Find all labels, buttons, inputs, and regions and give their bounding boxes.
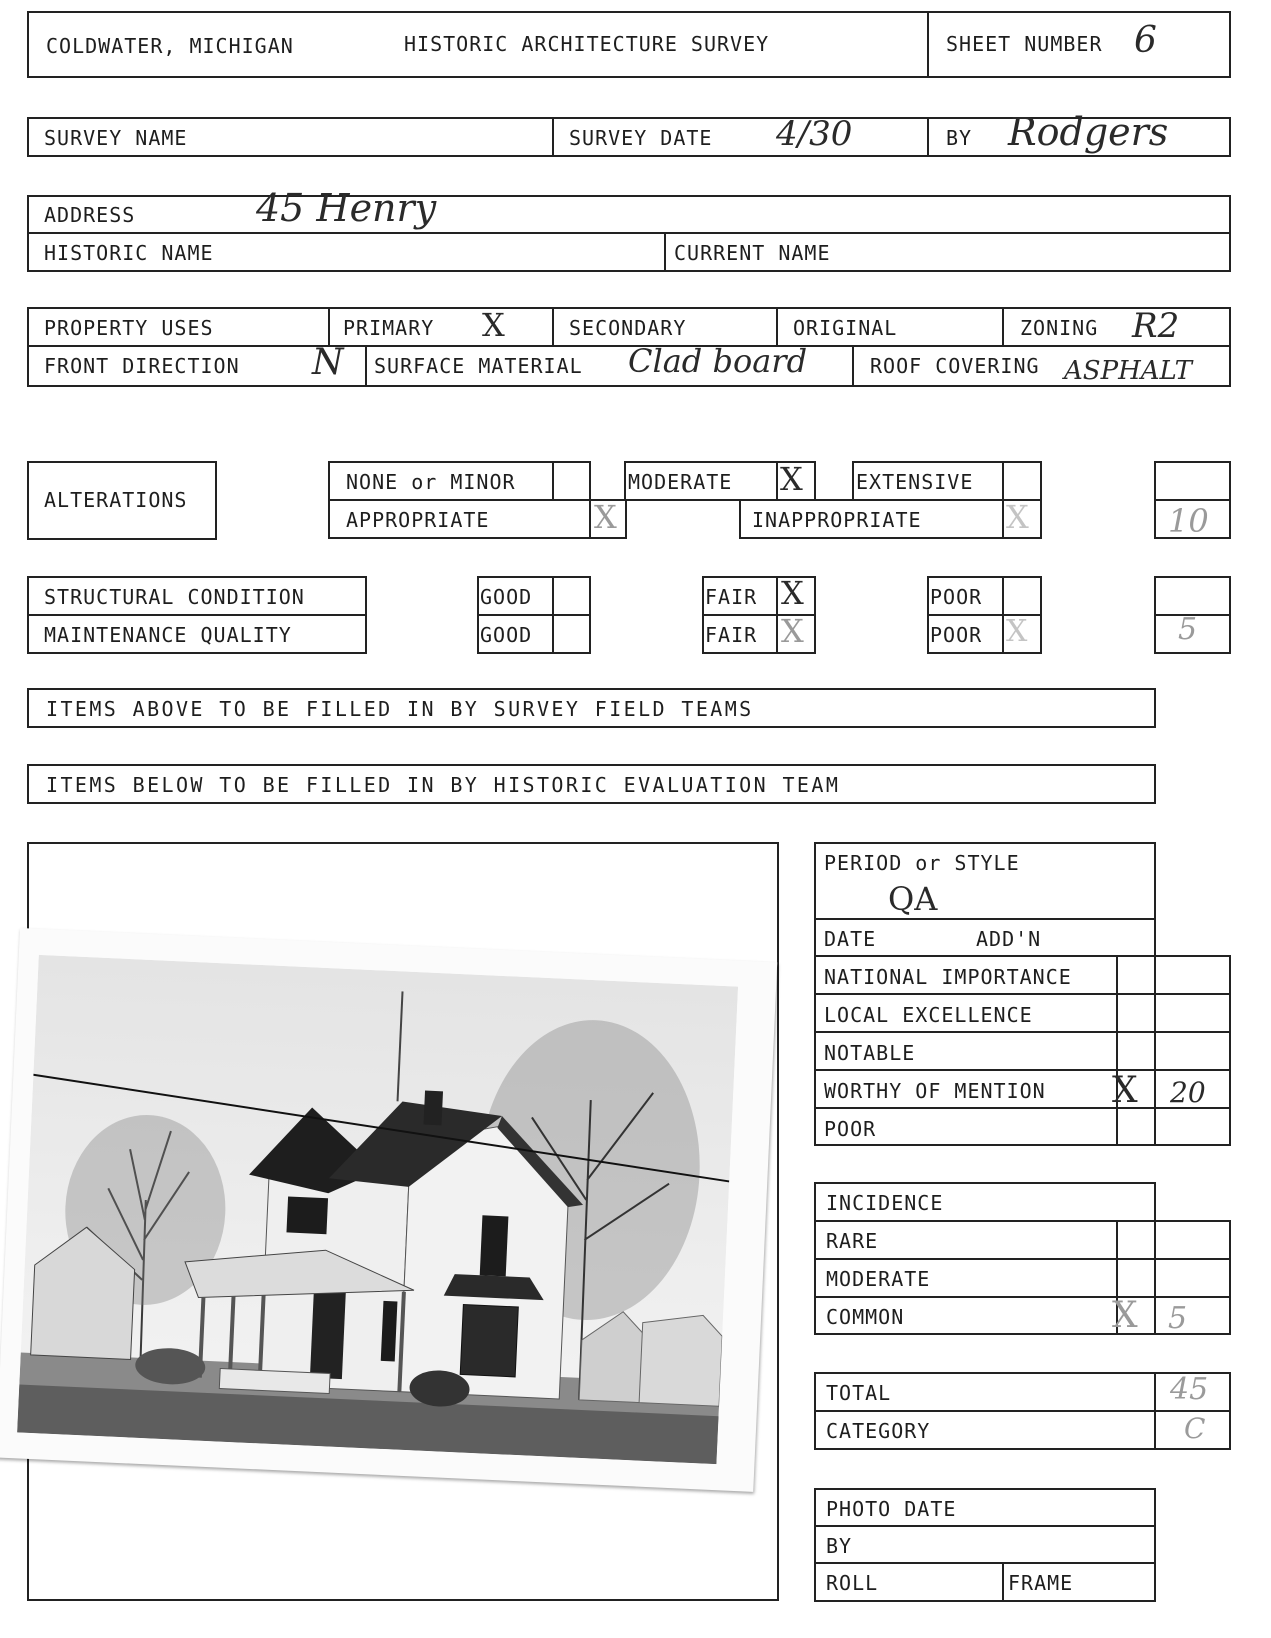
incidence-moderate-label: MODERATE	[826, 1267, 931, 1291]
structural-fair-check-mark[interactable]: X	[781, 574, 804, 612]
current-name-label: CURRENT NAME	[674, 241, 831, 265]
survey-name-label: SURVEY NAME	[44, 126, 188, 150]
appropriate-label: APPROPRIATE	[346, 508, 490, 532]
period-style-label: PERIOD or STYLE	[824, 851, 1020, 875]
sheet-number-label: SHEET NUMBER	[946, 32, 1103, 56]
total-value[interactable]: 45	[1170, 1372, 1209, 1407]
common-label: COMMON	[826, 1305, 905, 1329]
surface-material-value[interactable]: Clad board	[628, 342, 808, 380]
inappropriate-check-mark[interactable]: X	[1006, 498, 1029, 536]
structural-fair-label: FAIR	[705, 585, 758, 609]
incidence-label: INCIDENCE	[826, 1191, 944, 1215]
secondary-label: SECONDARY	[569, 316, 687, 340]
maintenance-poor-label: POOR	[930, 623, 983, 647]
house-photograph	[0, 928, 777, 1492]
evaluation-poor-label: POOR	[824, 1117, 877, 1141]
roof-covering-label: ROOF COVERING	[870, 354, 1040, 378]
addn-label: ADD'N	[976, 927, 1042, 951]
zoning-value[interactable]: R2	[1132, 306, 1180, 346]
notable-label: NOTABLE	[824, 1041, 916, 1065]
by-label: BY	[946, 126, 973, 150]
structural-good-label: GOOD	[480, 585, 533, 609]
zoning-label: ZONING	[1020, 316, 1099, 340]
photo-by-label: BY	[826, 1534, 853, 1558]
historic-name-label: HISTORIC NAME	[44, 241, 214, 265]
primary-label: PRIMARY	[343, 316, 435, 340]
common-score[interactable]: 5	[1168, 1301, 1188, 1336]
address-value[interactable]: 45 Henry	[256, 186, 437, 230]
worthy-check-mark[interactable]: X	[1112, 1070, 1138, 1111]
maintenance-fair-check-mark[interactable]: X	[781, 612, 804, 650]
surface-material-label: SURFACE MATERIAL	[374, 354, 583, 378]
address-label: ADDRESS	[44, 203, 136, 227]
alterations-moderate-label: MODERATE	[628, 470, 733, 494]
period-style-value[interactable]: QA	[888, 880, 938, 918]
maintenance-fair-label: FAIR	[705, 623, 758, 647]
frame-label: FRAME	[1008, 1571, 1074, 1595]
category-value[interactable]: C	[1184, 1412, 1206, 1445]
structural-condition-label: STRUCTURAL CONDITION	[44, 585, 305, 609]
by-value[interactable]: Rodgers	[1008, 110, 1169, 154]
front-direction-label: FRONT DIRECTION	[44, 354, 240, 378]
field-team-note: ITEMS ABOVE TO BE FILLED IN BY SURVEY FIELD TEAMS	[46, 697, 754, 721]
total-label: TOTAL	[826, 1381, 892, 1405]
worthy-of-mention-label: WORTHY OF MENTION	[824, 1079, 1046, 1103]
extensive-label: EXTENSIVE	[856, 470, 974, 494]
maintenance-poor-check-mark[interactable]: X	[1006, 614, 1028, 649]
worthy-score[interactable]: 20	[1170, 1076, 1206, 1109]
inappropriate-label: INAPPROPRIATE	[752, 508, 922, 532]
survey-date-label: SURVEY DATE	[569, 126, 713, 150]
none-or-minor-label: NONE or MINOR	[346, 470, 516, 494]
house-photo-image	[17, 955, 738, 1464]
front-direction-value[interactable]: N	[312, 342, 344, 383]
date-label: DATE	[824, 927, 877, 951]
photo-date-label: PHOTO DATE	[826, 1497, 957, 1521]
category-label: CATEGORY	[826, 1419, 931, 1443]
local-excellence-label: LOCAL EXCELLENCE	[824, 1003, 1033, 1027]
structural-poor-label: POOR	[930, 585, 983, 609]
city-label: COLDWATER, MICHIGAN	[46, 34, 294, 58]
original-label: ORIGINAL	[793, 316, 898, 340]
evaluation-team-note: ITEMS BELOW TO BE FILLED IN BY HISTORIC EVALUATION TEAM	[46, 773, 841, 797]
moderate-check-mark[interactable]: X	[780, 460, 803, 498]
form-title: HISTORIC ARCHITECTURE SURVEY	[404, 32, 770, 56]
sheet-number-value[interactable]: 6	[1134, 20, 1157, 61]
maintenance-good-label: GOOD	[480, 623, 533, 647]
primary-check-mark[interactable]: X	[482, 306, 505, 344]
national-importance-label: NATIONAL IMPORTANCE	[824, 965, 1072, 989]
appropriate-check-mark[interactable]: X	[594, 498, 617, 536]
property-uses-label: PROPERTY USES	[44, 316, 214, 340]
maintenance-quality-label: MAINTENANCE QUALITY	[44, 623, 292, 647]
roll-label: ROLL	[826, 1571, 879, 1595]
condition-score[interactable]: 5	[1178, 612, 1198, 647]
rare-label: RARE	[826, 1229, 879, 1253]
survey-date-value[interactable]: 4/30	[776, 114, 853, 154]
roof-covering-value[interactable]: ASPHALT	[1064, 356, 1193, 386]
alterations-label: ALTERATIONS	[44, 488, 188, 512]
alterations-score[interactable]: 10	[1168, 502, 1209, 540]
common-check-mark[interactable]: X	[1112, 1295, 1138, 1336]
